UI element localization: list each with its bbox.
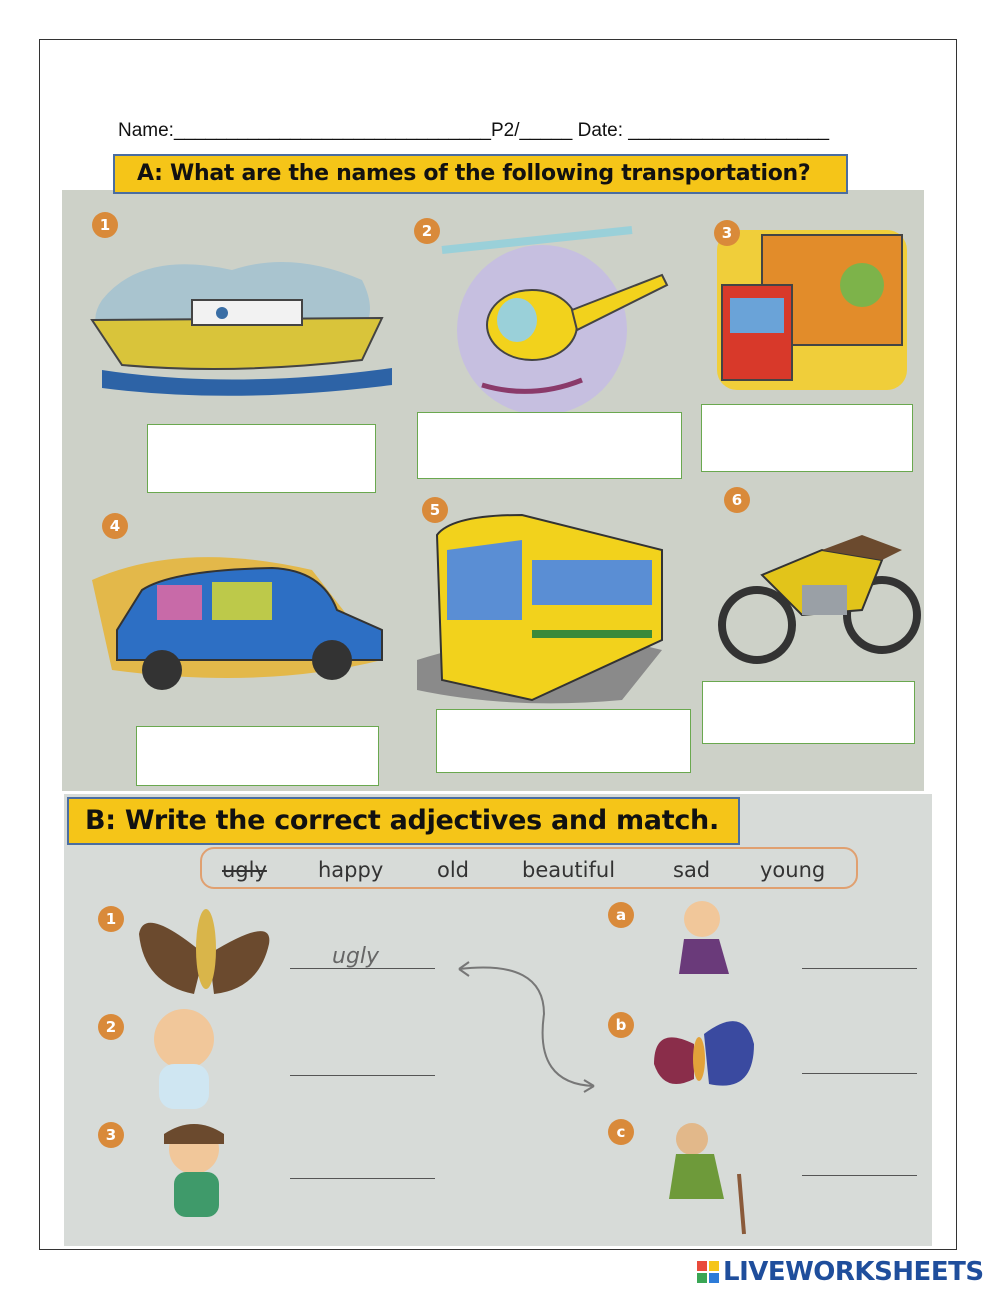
- logo-mark-icon: [697, 1261, 719, 1283]
- item-number-4: 4: [102, 513, 128, 539]
- answer-box-3[interactable]: [701, 404, 913, 472]
- boat-icon: [92, 262, 392, 396]
- word-happy: happy: [318, 858, 384, 882]
- name-date-line: Name:______________________________P2/_____ Date: ___________________: [118, 120, 830, 141]
- left-number-3: 3: [98, 1122, 124, 1148]
- answer-line-3[interactable]: [290, 1178, 435, 1179]
- item-number-2: 2: [414, 218, 440, 244]
- answer-line-1[interactable]: [290, 968, 435, 969]
- answer-box-4[interactable]: [136, 726, 379, 786]
- word-ugly: ugly: [222, 858, 267, 882]
- item-number-3: 3: [714, 220, 740, 246]
- match-arrow: [459, 967, 594, 1086]
- right-letter-b: b: [608, 1012, 634, 1038]
- logo-text: LIVEWORKSHEETS: [723, 1257, 984, 1287]
- old-man-icon: [669, 1123, 744, 1234]
- helicopter-icon: [442, 230, 667, 415]
- car-icon: [92, 557, 382, 690]
- answer-line-b[interactable]: [802, 1073, 917, 1074]
- answer-box-6[interactable]: [702, 681, 915, 744]
- word-sad: sad: [673, 858, 711, 882]
- motorbike-icon: [722, 535, 917, 660]
- answer-line-c[interactable]: [802, 1175, 917, 1176]
- word-young: young: [760, 858, 826, 882]
- baby-icon: [154, 1009, 214, 1109]
- item-number-1: 1: [92, 212, 118, 238]
- right-letter-c: c: [608, 1119, 634, 1145]
- right-letter-a: a: [608, 902, 634, 928]
- word-beautiful: beautiful: [522, 858, 616, 882]
- left-number-2: 2: [98, 1014, 124, 1040]
- answer-line-2[interactable]: [290, 1075, 435, 1076]
- truck-icon: [717, 230, 907, 390]
- left-number-1: 1: [98, 906, 124, 932]
- answer-box-1[interactable]: [147, 424, 376, 493]
- liveworksheets-logo: [697, 1257, 984, 1287]
- answer-line-a[interactable]: [802, 968, 917, 969]
- item-number-5: 5: [422, 497, 448, 523]
- beautiful-butterfly-icon: [654, 1021, 754, 1086]
- example-answer: ugly: [332, 944, 380, 969]
- word-old: old: [437, 858, 470, 882]
- answer-box-5[interactable]: [436, 709, 691, 773]
- ugly-butterfly-icon: [139, 909, 269, 994]
- happy-girl-icon: [679, 901, 729, 974]
- section-b-title: B: Write the correct adjectives and match.: [67, 797, 740, 845]
- answer-box-2[interactable]: [417, 412, 682, 479]
- sad-girl-icon: [164, 1124, 224, 1217]
- item-number-6: 6: [724, 487, 750, 513]
- bus-icon: [417, 515, 662, 703]
- section-a-title: A: What are the names of the following transportation?: [113, 154, 848, 194]
